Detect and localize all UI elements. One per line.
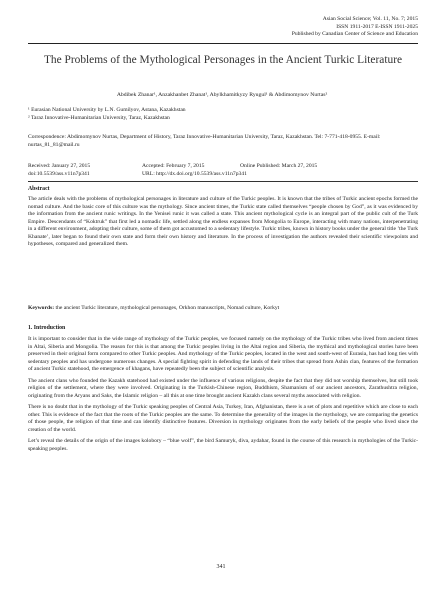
paragraph-2: The ancient clans who founded the Kazakh statehood had existed under the influence of various religions, despite the fact that they did not worship themselves, but still took religion of the settlement, where they were involved. Originating in the Turkish-Chinese region, Buddhism, Shamanism of our ancient ancestors, Zarathushtra religion, originating from the Aryans and Saks, the Islamic religion – all this at one time brought ancient Kazakh clans several myths associated with religion. bbox=[28, 377, 418, 399]
journal-issn: ISSN 1911-2017 E-ISSN 1911-2025 bbox=[336, 23, 418, 30]
accepted-date: Accepted: February 7, 2015 bbox=[142, 163, 205, 169]
author-list: Abdibek Zhanar¹, Anzakhanbet Zhanat¹, Abylkhamitkyzy Ryugul¹ & Abdimomynov Nurtas² bbox=[116, 92, 328, 98]
journal-volume: Asian Social Science; Vol. 11, No. 7; 2015 bbox=[322, 16, 418, 22]
page-number: 341 bbox=[216, 564, 226, 570]
paragraph-3: There is no doubt that in the mythology of the Turkic speaking peoples of Central Asia, Turkey, Iran, Afghanistan, there is a set of plots and repetitive which are close to each other. This is evidence of the fact that the roots of the Turkic peoples are the same. To determine the generality of the images in the mythology, we are comparing the genetics of those people, the religion of that time and can identify distinctive features. Diversion in mythology originates from the early beliefs of the people who lived since the creation of the world. bbox=[28, 404, 418, 433]
article-url[interactable]: URL: http://dx.doi.org/10.5539/ass.v11n7p341 bbox=[142, 170, 247, 177]
journal-publisher: Published by Canadian Center of Science and Education bbox=[291, 31, 418, 38]
doi: doi:10.5539/ass.v11n7p341 bbox=[28, 170, 90, 177]
section-heading: 1. Introduction bbox=[28, 325, 66, 331]
affiliations bbox=[28, 107, 418, 122]
keywords-label: Keywords: bbox=[28, 305, 55, 311]
affiliation-1: ¹ Eurasian National University by L.N. Gumilyov, Astana, Kazakhstan bbox=[28, 107, 186, 113]
publication-dates bbox=[28, 163, 418, 178]
paper-title: The Problems of the Mythological Personages in the Ancient Turkic Literature bbox=[43, 54, 403, 66]
abstract-heading: Abstract bbox=[28, 186, 50, 192]
abstract-rule bbox=[28, 181, 418, 182]
journal-header bbox=[292, 16, 418, 39]
paragraph-4: Let’s reveal the details of the origin of the images kolobory – “blue wolf”, the bird Samuryk, diva, aydahar, found in the course of this research in mythologies of the Turkic-speaking peoples. bbox=[28, 438, 418, 452]
keywords bbox=[28, 305, 418, 313]
paragraph-1: It is important to consider that in the wide range of mythology of the Turkic peoples, we focused namely on the mythology of the Turkic tribes who lived from ancient times in Altai, Siberia and Mongolia. The reason for this is that among the Turkic peoples living in the Altai region and Siberia, the mythical and mythological stories have been preserved in their original form compared to other Turkic peoples. And mythology of the Turkic peoples, located in the west and south-west of Eurasia, has had long ties with sedentary peoples and has undergone numerous changes. A special fighting spirit in defending the lands of their tribes that spread from Ashin clan, features of the formation of ancient Turkic statehood, the emergence of khagans, have repeatedly been the subject of scientific analysis. bbox=[28, 336, 418, 372]
affiliation-2: ² Taraz Innovative-Humanitarian University, Taraz, Kazakhstan bbox=[28, 114, 170, 121]
received-date: Received: January 27, 2015 bbox=[28, 163, 91, 169]
correspondence: Correspondence: Abdimomynov Nurtas, Department of History, Taraz Innovative-Humanitarian University, Taraz, Kazakhstan. Tel: 7-771-418-0955. E-mail: nurtas_81_81@mail.ru bbox=[28, 134, 381, 148]
online-date: Online Published: March 27, 2015 bbox=[240, 163, 318, 169]
section-body bbox=[28, 336, 418, 457]
abstract-text: The article deals with the problems of mythological personages in literature and culture of the Turkic peoples. It is known that the tribes of Turkic ancient epochs formed the nomad culture. And the basic core of this culture was the mythology. Since ancient times, the Turkic state called themselves “people chosen by God”, as it was evidenced by the information from the ancient runic writings. In the Yenisei runic it was called a state. This ancient mythological cycle is an integral part of the public cult of the Turk Empire. Descendants of “Koktruk” that first led a nomadic life, settled along the endless expanses from Mongolia to Europe, interacting with many nations, interpenetrating in a different environment, adopting their culture, some of them got accustomed to a sedentary lifestyle. Turkic tribes, known in history books under the general title ’the Turk Khanate’, later began to found their own state and form their own history and literature. In the process of investigation the authors revealed their scientific viewpoints and hypotheses, compared and generalized them. bbox=[28, 196, 418, 247]
keywords-text: the ancient Turkic literature, mythological personages, Orkhon manuscripts, Nomad culture, Korkyt bbox=[55, 305, 280, 311]
header-rule bbox=[28, 43, 418, 44]
